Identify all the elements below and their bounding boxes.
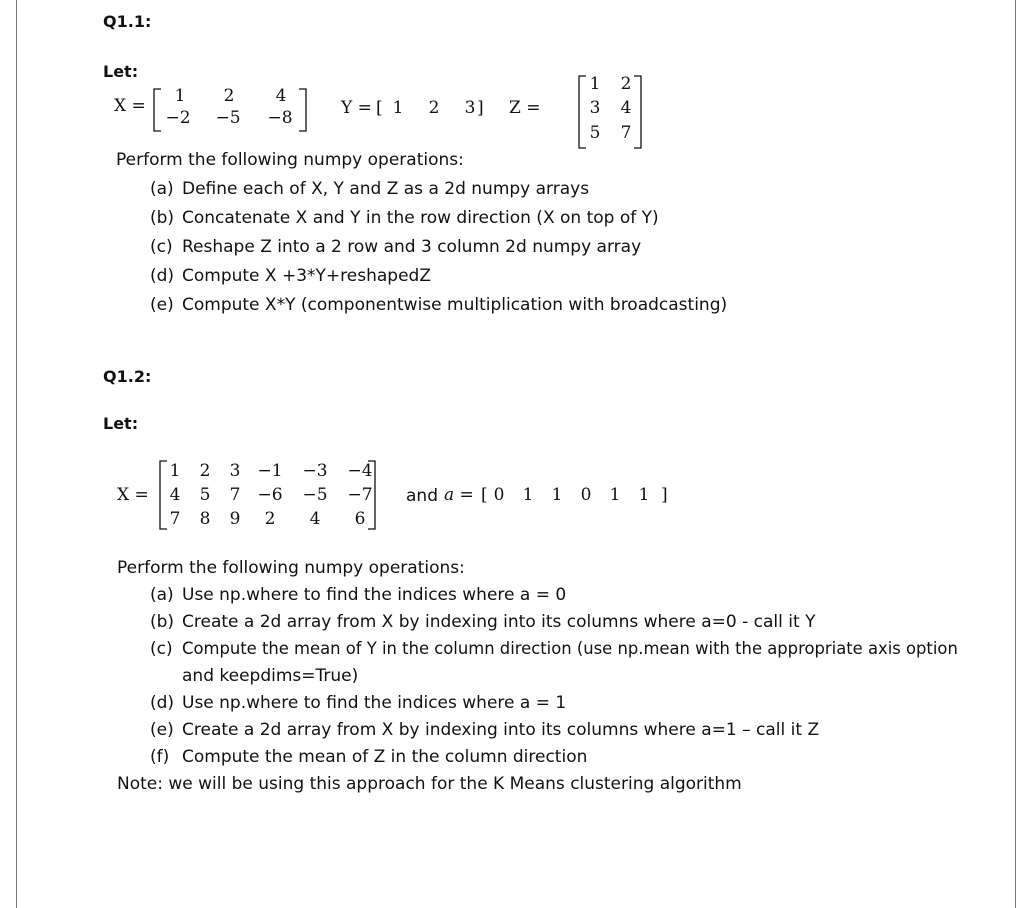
q2-x-cell: 2 bbox=[199, 461, 211, 481]
q1-y-cell: 1 bbox=[392, 98, 404, 118]
q2-a-entry: 1 bbox=[522, 485, 534, 505]
list-item bbox=[150, 295, 727, 315]
list-item bbox=[150, 612, 815, 632]
q2-x-right-bracket bbox=[367, 460, 377, 530]
q1-z-cell: 5 bbox=[589, 123, 601, 143]
q2-a-entry: 0 bbox=[493, 485, 505, 505]
list-item bbox=[150, 237, 641, 257]
q2-x-cell: 1 bbox=[169, 461, 181, 481]
list-text: Concatenate X and Y in the row direction (X on top of Y) bbox=[182, 208, 659, 228]
list-marker: (b) bbox=[150, 612, 175, 632]
q2-a-entry: 0 bbox=[580, 485, 592, 505]
q1-heading: Q1.1: bbox=[103, 12, 152, 31]
q2-a-open: [ bbox=[481, 485, 488, 505]
list-text: Compute X*Y (componentwise multiplication with broadcasting) bbox=[182, 295, 728, 315]
q1-y-cell: 2 bbox=[428, 98, 440, 118]
q1-z-right-bracket bbox=[633, 75, 643, 149]
q2-x-cell: −4 bbox=[347, 461, 373, 481]
list-text: Define each of X, Y and Z as a 2d numpy arrays bbox=[182, 179, 590, 199]
q2-x-cell: −7 bbox=[347, 485, 373, 505]
q1-x-cell: −8 bbox=[267, 108, 293, 128]
q1-z-cell: 4 bbox=[620, 98, 632, 118]
q1-x-cell: −2 bbox=[165, 108, 191, 128]
q2-x-label: X = bbox=[117, 485, 149, 505]
q2-intro: Perform the following numpy operations: bbox=[117, 558, 465, 578]
list-marker: (e) bbox=[150, 295, 174, 315]
list-text: Reshape Z into a 2 row and 3 column 2d numpy array bbox=[182, 237, 642, 257]
q1-z-cell: 7 bbox=[620, 123, 632, 143]
q2-let-label: Let: bbox=[103, 414, 139, 433]
q2-a-label: a = bbox=[444, 485, 474, 505]
q1-x-cell: 2 bbox=[223, 86, 235, 106]
q1-let-label: Let: bbox=[103, 62, 139, 81]
list-item bbox=[150, 266, 431, 286]
list-marker: (a) bbox=[150, 585, 174, 605]
q1-z-cell: 3 bbox=[589, 98, 601, 118]
q2-x-cell: 8 bbox=[199, 509, 211, 529]
q2-x-cell: −1 bbox=[257, 461, 283, 481]
list-item bbox=[150, 208, 659, 228]
q2-a-entry: 1 bbox=[638, 485, 650, 505]
q2-and-text: and bbox=[406, 486, 438, 506]
q2-note: Note: we will be using this approach for the K Means clustering algorithm bbox=[117, 774, 742, 794]
q2-x-cell: 7 bbox=[169, 509, 181, 529]
q1-y-label: Y = bbox=[341, 98, 372, 118]
list-marker: (c) bbox=[150, 237, 173, 257]
list-text: Compute the mean of Z in the column direction bbox=[182, 747, 588, 767]
q1-z-label: Z = bbox=[509, 98, 541, 118]
list-text: Compute the mean of Y in the column direction (use np.mean with the appropriate axis option bbox=[182, 639, 958, 658]
q2-x-cell: 2 bbox=[264, 509, 276, 529]
list-item bbox=[150, 639, 958, 659]
q2-x-cell: 4 bbox=[169, 485, 181, 505]
list-text: Use np.where to find the indices where a = 1 bbox=[182, 693, 567, 713]
list-text: Create a 2d array from X by indexing into its columns where a=1 – call it Z bbox=[182, 720, 820, 740]
list-text: Use np.where to find the indices where a = 0 bbox=[182, 585, 567, 605]
q1-y-open: [ bbox=[376, 98, 383, 118]
q1-y-cell: 3 bbox=[464, 98, 476, 118]
q1-x-right-bracket bbox=[298, 88, 308, 132]
page-frame bbox=[16, 0, 1016, 908]
q2-x-cell: −3 bbox=[302, 461, 328, 481]
q1-x-label: X = bbox=[114, 96, 146, 116]
list-marker: (d) bbox=[150, 693, 175, 713]
list-marker: (c) bbox=[150, 639, 173, 659]
list-item bbox=[150, 720, 819, 740]
list-item-continuation bbox=[182, 666, 358, 686]
q1-z-cell: 1 bbox=[589, 74, 601, 94]
list-text: Create a 2d array from X by indexing into its columns where a=0 - call it Y bbox=[182, 612, 816, 632]
q2-x-cell: 5 bbox=[199, 485, 211, 505]
list-text: Compute X +3*Y+reshapedZ bbox=[182, 266, 431, 286]
q2-x-cell: 9 bbox=[229, 509, 241, 529]
list-text: and keepdims=True) bbox=[182, 666, 359, 686]
list-item bbox=[150, 585, 566, 605]
q1-y-close: ] bbox=[477, 98, 484, 118]
list-item bbox=[150, 747, 587, 767]
list-marker: (e) bbox=[150, 720, 174, 740]
list-item bbox=[150, 179, 589, 199]
q2-a-close: ] bbox=[661, 485, 668, 505]
q2-a-entry: 1 bbox=[551, 485, 563, 505]
q2-x-cell: 4 bbox=[309, 509, 321, 529]
list-marker: (f) bbox=[150, 747, 170, 767]
q1-x-cell: −5 bbox=[215, 108, 241, 128]
q2-a-entry: 1 bbox=[609, 485, 621, 505]
list-marker: (d) bbox=[150, 266, 175, 286]
q2-x-cell: −6 bbox=[257, 485, 283, 505]
q2-x-cell: −5 bbox=[302, 485, 328, 505]
q2-x-cell: 7 bbox=[229, 485, 241, 505]
q2-heading: Q1.2: bbox=[103, 367, 152, 386]
list-marker: (b) bbox=[150, 208, 175, 228]
list-item bbox=[150, 693, 566, 713]
q2-x-cell: 6 bbox=[354, 509, 366, 529]
q1-z-cell: 2 bbox=[620, 74, 632, 94]
q2-x-cell: 3 bbox=[229, 461, 241, 481]
q1-x-cell: 4 bbox=[275, 86, 287, 106]
q1-intro: Perform the following numpy operations: bbox=[116, 150, 464, 170]
list-marker: (a) bbox=[150, 179, 174, 199]
q1-x-cell: 1 bbox=[174, 86, 186, 106]
